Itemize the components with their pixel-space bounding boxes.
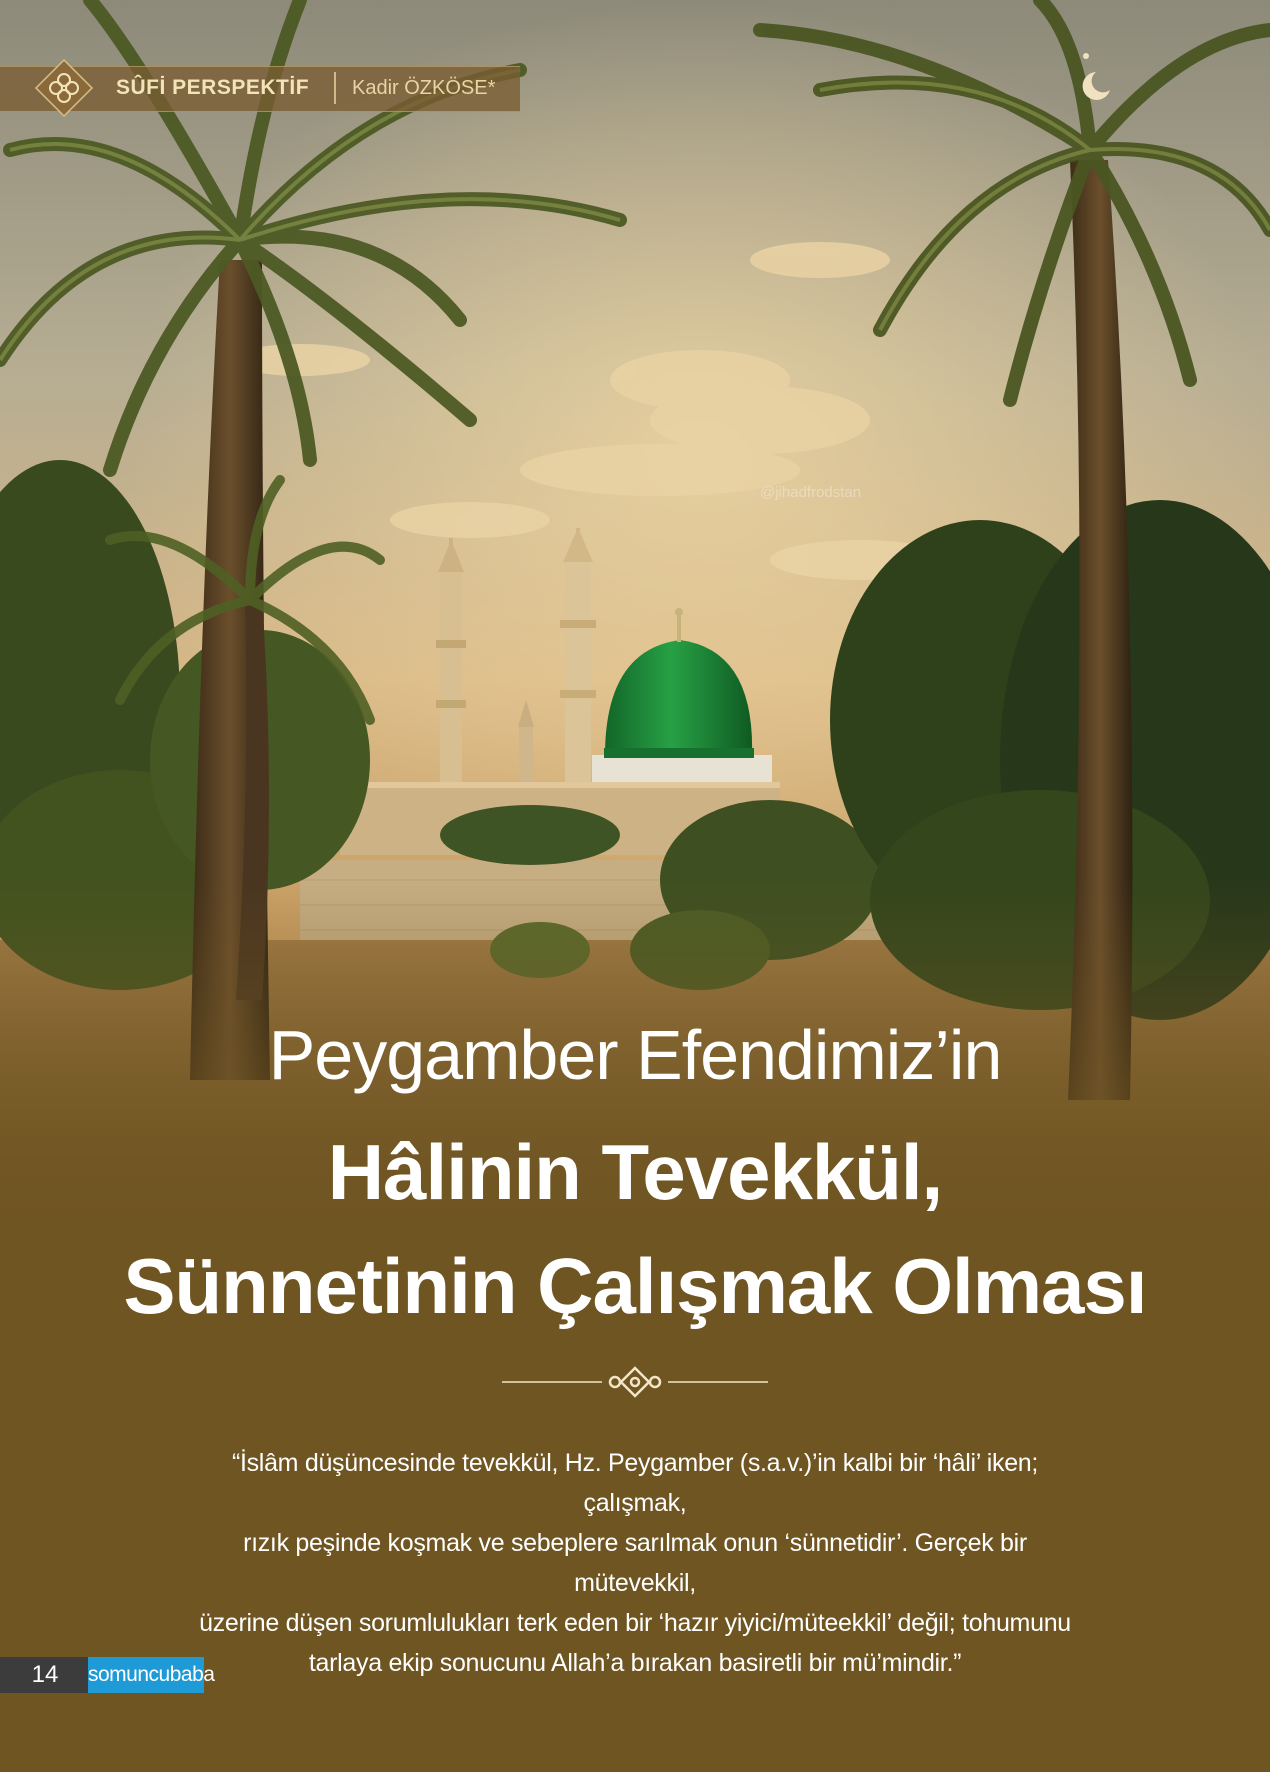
section-title: SÛFİ PERSPEKTİF [116,76,310,99]
ornament-divider-icon [502,1364,768,1400]
image-watermark: @jihadfrodstan [760,484,862,501]
section-header [0,66,520,110]
quote-line: rızık peşinde koşmak ve sebeplere sarılmak onun ‘sünnetidir’. Gerçek bir mütevekkil, [243,1529,1027,1597]
magazine-brand: somuncubaba [88,1657,204,1693]
header-divider [334,72,336,104]
quote-line: üzerine düşen sorumlulukları terk eden bir ‘hazır yiyici/müteekkil’ değil; tohumunu [199,1609,1071,1637]
page-number: 14 [0,1657,90,1693]
quote-line: tarlaya ekip sonucunu Allah’a bırakan basiretli bir mü’mindir.” [308,1649,962,1677]
quote-line: “İslâm düşüncesinde tevekkül, Hz. Peygamber (s.a.v.)’in kalbi bir ‘hâli’ iken; çalışmak, [231,1449,1039,1517]
title-line-1: Peygamber Efendimiz’in [268,1016,1002,1094]
title-line-3: Sünnetinin Çalışmak Olması [123,1242,1147,1330]
page-footer [0,1657,215,1693]
pull-quote [180,1443,1090,1683]
crescent-icon [1076,52,1116,106]
quatrefoil-ornament-icon [34,58,94,118]
author-name: Kadir ÖZKÖSE* [352,77,496,99]
title-line-2: Hâlinin Tevekkül, [327,1128,943,1216]
article-title [60,995,1210,1343]
